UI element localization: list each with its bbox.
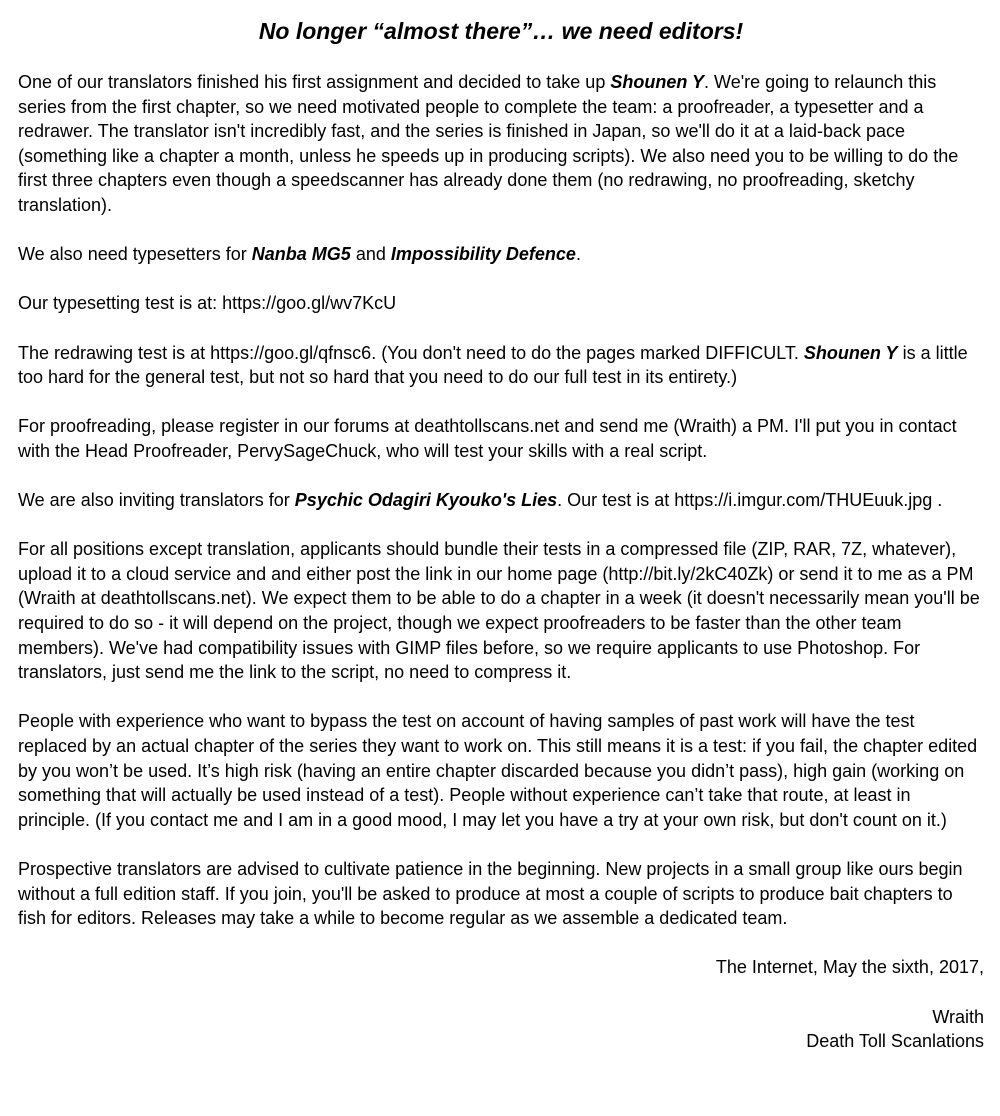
date-line: The Internet, May the sixth, 2017,: [715, 957, 984, 978]
paragraph-translators: [18, 488, 984, 513]
paragraph-patience: Prospective translators are advised to cultivate patience in the beginning. New projects in a small group like ours begin without a full edition staff. If you join, you'll be asked to produce at most a couple of scripts to produce bait chapters to fish for editors. Releases may take a while to become regular as we assemble a dedicated team.: [18, 859, 963, 929]
text: .: [575, 244, 581, 265]
paragraph-experience: People with experience who want to bypass the test on account of having samples of past work will have the test replaced by an actual chapter of the series they want to work on. This still means it is a test: if you fail, the chapter edited by you won’t be used. It’s high risk (having an entire chapter discarded because you didn’t pass), high gain (working on something that will actually be used instead of a test). People without experience can’t take that route, at least in principle. (If you contact me and I am in a good mood, I may let you have a try at your own risk, but don't count on it.): [18, 711, 978, 830]
signature-group: Death Toll Scanlations: [806, 1031, 984, 1052]
series-title: Impossibility Defence: [390, 244, 576, 265]
text: is a little too hard for the general test, but not so hard that you need to do our full test in its entirety.): [18, 342, 968, 388]
paragraph-shounen-y-relaunch: [18, 70, 984, 218]
page-title: No longer “almost there”… we need editors!: [258, 18, 744, 44]
signature-name: Wraith: [932, 1006, 984, 1027]
text: and: [350, 244, 391, 265]
paragraph-typesetting-test: Our typesetting test is at: https://goo.gl/wv7KcU: [18, 293, 397, 314]
series-title: Nanba MG5: [251, 244, 351, 265]
paragraph-submission: For all positions except translation, applicants should bundle their tests in a compressed file (ZIP, RAR, 7Z, whatever), upload it to a cloud service and and either post the link in our home page (http://bit.ly/2kC40Zk) or send it to me as a PM (Wraith at deathtollscans.net). We expect them to be able to do a chapter in a week (it doesn't necessarily mean you'll be required to do so - it will depend on the project, though we expect proofreaders to be faster than the other team members). We've had compatibility issues with GIMP files before, so we require applicants to use Photoshop. For translators, just send me the link to the script, no need to compress it.: [18, 539, 980, 683]
series-title: Shounen Y: [610, 72, 705, 92]
text: One of our translators finished his first assignment and decided to take up: [18, 72, 611, 92]
text: We also need typesetters for: [18, 244, 252, 265]
paragraph-typesetters-needed: [18, 242, 984, 267]
series-title: Psychic Odagiri Kyouko's Lies: [294, 490, 558, 511]
text: The redrawing test is at https://goo.gl/qfnsc6. (You don't need to do the pages marked DIFFICULT.: [18, 342, 804, 363]
text: We are also inviting translators for: [18, 490, 295, 511]
text: . We're going to relaunch this series from the first chapter, so we need motivated people to complete the team: a proofreader, a typesetter and a redrawer. The translator isn't incredibly fast, and the series is finished in Japan, so we'll do it at a laid-back pace (something like a chapter a month, unless he speeds up in producing scripts). We also need you to be willing to do the first three chapters even though a speedscanner has already done them (no redrawing, no proofreading, sketchy translation).: [18, 72, 959, 215]
paragraph-redrawing-test: [18, 341, 984, 390]
series-title: Shounen Y: [803, 342, 898, 363]
text: . Our test is at https://i.imgur.com/THUEuuk.jpg .: [557, 490, 943, 511]
paragraph-proofreading: For proofreading, please register in our forums at deathtollscans.net and send me (Wraith) a PM. I'll put you in contact with the Head Proofreader, PervySageChuck, who will test your skills with a real script.: [18, 416, 957, 461]
